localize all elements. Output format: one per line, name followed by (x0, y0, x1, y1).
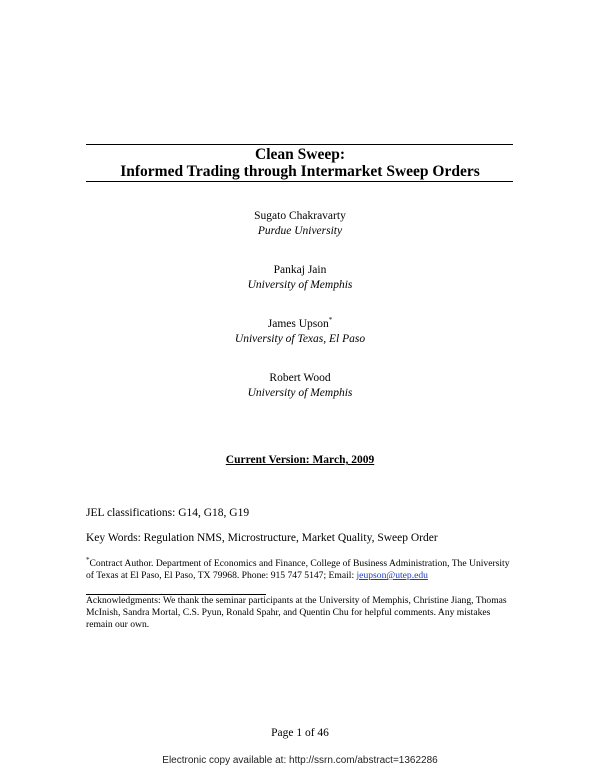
current-version: Current Version: March, 2009 (225, 454, 375, 466)
author-block (0, 209, 600, 239)
author-block (0, 263, 600, 293)
footnote-text: Contract Author. Department of Economics and Finance, College of Business Administration, The University of Texas at El Paso, El Paso, TX 79968. Phone: 915 747 5147; Email: (86, 558, 510, 581)
keywords: Key Words: Regulation NMS, Microstructure, Market Quality, Sweep Order (86, 532, 438, 544)
author-name: Robert Wood (269, 372, 331, 384)
email-link[interactable]: jeupson@utep.edu (356, 570, 428, 581)
author-name-row (0, 317, 600, 332)
ssrn-notice: Electronic copy available at: http://ssrn.com/abstract=1362286 (162, 755, 438, 766)
author-block (0, 371, 600, 401)
title-bottom-rule (86, 181, 513, 182)
jel-classifications: JEL classifications: G14, G18, G19 (86, 507, 250, 519)
author-affiliation: Purdue University (257, 225, 343, 237)
author-name: Sugato Chakravarty (254, 210, 346, 222)
author-block (0, 317, 600, 347)
author-affiliation: University of Memphis (247, 279, 353, 291)
title-top-rule (86, 144, 513, 145)
author-affiliation: University of Texas, El Paso (234, 333, 366, 345)
acknowledgments: Acknowledgments: We thank the seminar participants at the University of Memphis, Christine Jiang, Thomas McInish, Sandra Mortal, C.S. Pyun, Ronald Spahr, and Quentin Chu for helpful comments. Any mistakes remain our own. (86, 595, 507, 630)
paper-title-line-2: Informed Trading through Intermarket Sweep Orders (120, 163, 480, 180)
paper-title-line-1: Clean Sweep: (255, 146, 345, 163)
author-affiliation: University of Memphis (247, 387, 353, 399)
author-name: Pankaj Jain (273, 264, 327, 276)
footnote-marker: * (86, 555, 90, 564)
page-number: Page 1 of 46 (271, 727, 329, 739)
author-name: James Upson (267, 318, 329, 330)
footnote-marker: * (328, 316, 333, 325)
contact-footnote (86, 555, 516, 582)
